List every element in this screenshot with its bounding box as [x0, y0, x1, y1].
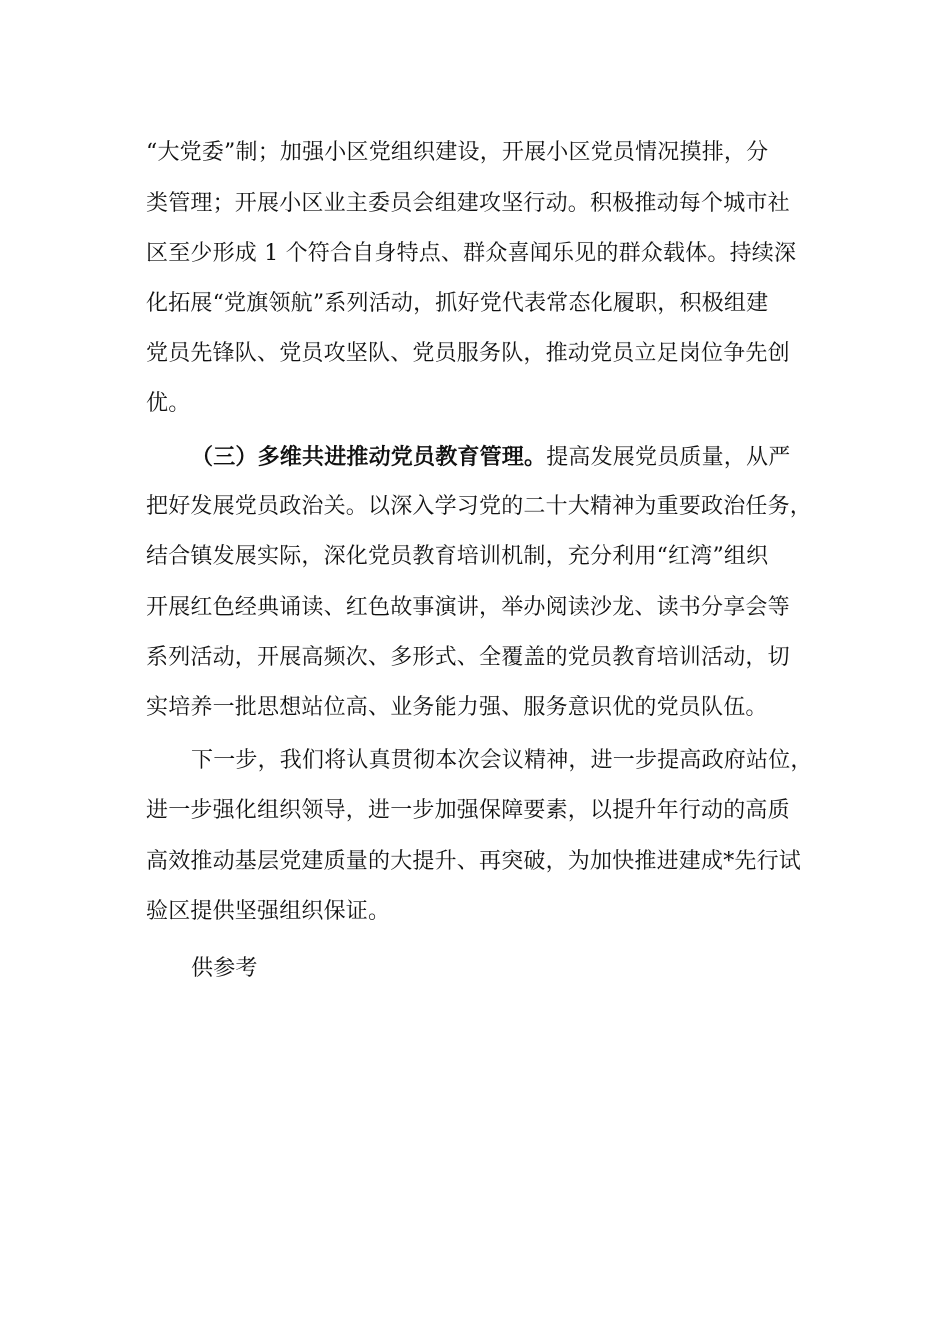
text-line: 党员先锋队、党员攻坚队、党员服务队，推动党员立足岗位争先创	[146, 341, 790, 366]
text-line: 进一步强化组织领导，进一步加强保障要素，以提升年行动的高质	[146, 798, 790, 823]
section-heading: （三）多维共进推动党员教育管理。	[191, 444, 547, 470]
text-line: 结合镇发展实际，深化党员教育培训机制，充分利用“红湾”组织	[146, 544, 769, 569]
text-line	[191, 443, 861, 472]
text-line: 把好发展党员政治关。以深入学习党的二十大精神为重要政治任务，	[146, 494, 813, 519]
text-line: 下一步，我们将认真贯彻本次会议精神，进一步提高政府站位，	[191, 748, 813, 773]
text-line: 类管理；开展小区业主委员会组建攻坚行动。积极推动每个城市社	[146, 191, 790, 216]
text-line: 开展红色经典诵读、红色故事演讲，举办阅读沙龙、读书分享会等	[146, 595, 790, 620]
text-line: “大党委”制；加强小区党组织建设，开展小区党员情况摸排，分	[146, 140, 769, 165]
text-run: 提高发展党员质量，从严	[546, 445, 791, 470]
text-line: 化拓展“党旗领航”系列活动，抓好党代表常态化履职，积极组建	[146, 291, 769, 316]
closing-text: 供参考	[191, 956, 258, 981]
text-line: 系列活动，开展高频次、多形式、全覆盖的党员教育培训活动，切	[146, 645, 790, 670]
text-line: 实培养一批思想站位高、业务能力强、服务意识优的党员队伍。	[146, 695, 768, 720]
text-line: 高效推动基层党建质量的大提升、再突破，为加快推进建成*先行试	[146, 849, 802, 874]
text-line: 区至少形成 1 个符合自身特点、群众喜闻乐见的群众载体。持续深	[146, 241, 797, 266]
text-line: 优。	[146, 391, 191, 416]
text-line: 验区提供坚强组织保证。	[146, 899, 391, 924]
